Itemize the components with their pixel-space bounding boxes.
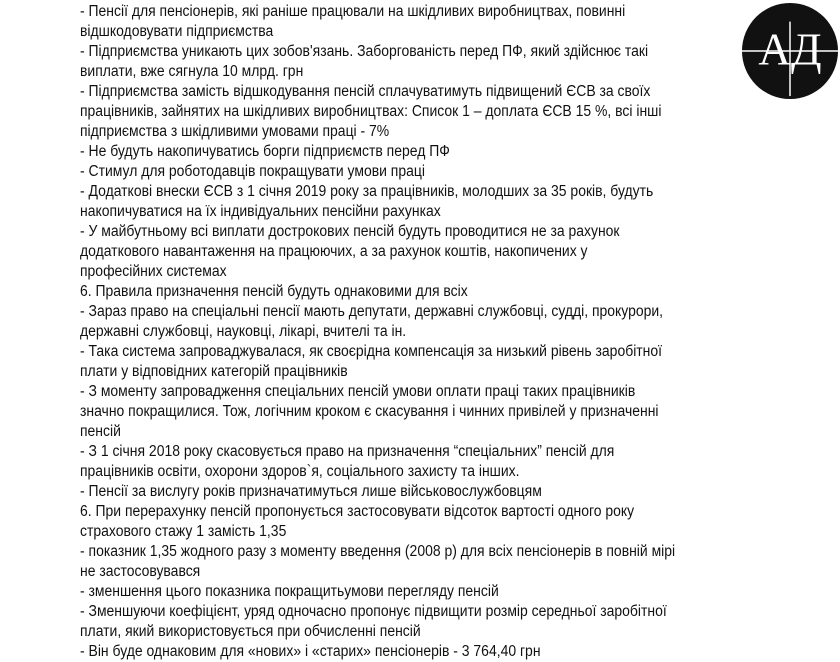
text-line: страхового стажу 1 замість 1,35	[80, 523, 287, 540]
text-line: - Зараз право на спеціальні пенсії мають депутати, державні службовці, судді, прокурори,	[80, 303, 664, 320]
text-line: 6. Правила призначення пенсій будуть однаковими для всіх	[80, 283, 468, 300]
text-line: - Стимул для роботодавців покращувати умови праці	[80, 163, 425, 180]
text-line: - Пенсії за вислугу років призначатимуться лише військовослужбовцям	[80, 483, 542, 500]
text-line: не застосовувався	[80, 563, 201, 580]
text-line: - Він буде однаковим для «нових» і «старих» пенсіонерів - 3 764,40 грн	[80, 643, 541, 660]
text-line: - Додаткові внески ЄСВ з 1 січня 2019 року за працівників, молодших за 35 років, будуть	[80, 183, 654, 200]
text-line: підприємства з шкідливими умовами праці - 7%	[80, 123, 390, 140]
text-line: працівників освіти, охорони здоров`я, соціального захисту та інших.	[80, 463, 520, 480]
text-line: - Не будуть накопичуватись борги підприємств перед ПФ	[80, 143, 450, 160]
text-line: - З моменту запровадження спеціальних пенсій умови оплати праці таких працівників	[80, 383, 636, 400]
ad-logo	[741, 2, 839, 100]
text-line: плати у відповідних категорій працівників	[80, 363, 348, 380]
text-line: пенсій	[80, 423, 121, 440]
text-line: 6. При перерахунку пенсій пропонується застосовувати відсоток вартості одного року	[80, 503, 635, 520]
text-line: - зменшення цього показника покращитьумови перегляду пенсій	[80, 583, 499, 600]
text-line: накопичуватися на їх індивідуальних пенсійни рахунках	[80, 203, 441, 220]
text-line: - З 1 січня 2018 року скасовується право на призначення “спеціальних” пенсій для	[80, 443, 615, 460]
text-line: професійних системах	[80, 263, 227, 280]
logo-text: АД	[758, 24, 822, 75]
text-line: працівників, зайнятих на шкідливих виробництвах: Список 1 – доплата ЄСВ 15 %, всі інші	[80, 103, 662, 120]
text-line: виплати, вже сягнула 10 млрд. грн	[80, 63, 304, 80]
text-line: плати, який використовується при обчисленні пенсій	[80, 623, 421, 640]
document-body	[80, 2, 760, 662]
text-line: додаткового навантаження на працюючих, а за рахунок коштів, накопичених у	[80, 243, 588, 260]
text-line: - У майбутньому всі виплати дострокових пенсій будуть проводитися не за рахунок	[80, 223, 620, 240]
text-line: - Пенсії для пенсіонерів, які раніше працювали на шкідливих виробництвах, повинні	[80, 3, 626, 20]
text-line: - Підприємства уникають цих зобов'язань. Заборгованість перед ПФ, який здійснює такі	[80, 43, 649, 60]
text-line: значно покращилися. Тож, логічним кроком є скасування і чинних привілей у призначенні	[80, 403, 659, 420]
text-line: - Підприємства замість відшкодування пенсій сплачуватимуть підвищений ЄСВ за своїх	[80, 83, 651, 100]
text-line: - Зменшуючи коефіцієнт, уряд одночасно пропонує підвищити розмір середньої заробітної	[80, 603, 667, 620]
text-line: державні службовці, науковці, лікарі, вчителі та ін.	[80, 323, 407, 340]
text-line: - показник 1,35 жодного разу з моменту введення (2008 р) для всіх пенсіонерів в повній мірі	[80, 543, 676, 560]
text-line: відшкодовувати підприємства	[80, 23, 274, 40]
text-line: - Така система запроваджувалася, як своєрідна компенсація за низький рівень заробітної	[80, 343, 663, 360]
